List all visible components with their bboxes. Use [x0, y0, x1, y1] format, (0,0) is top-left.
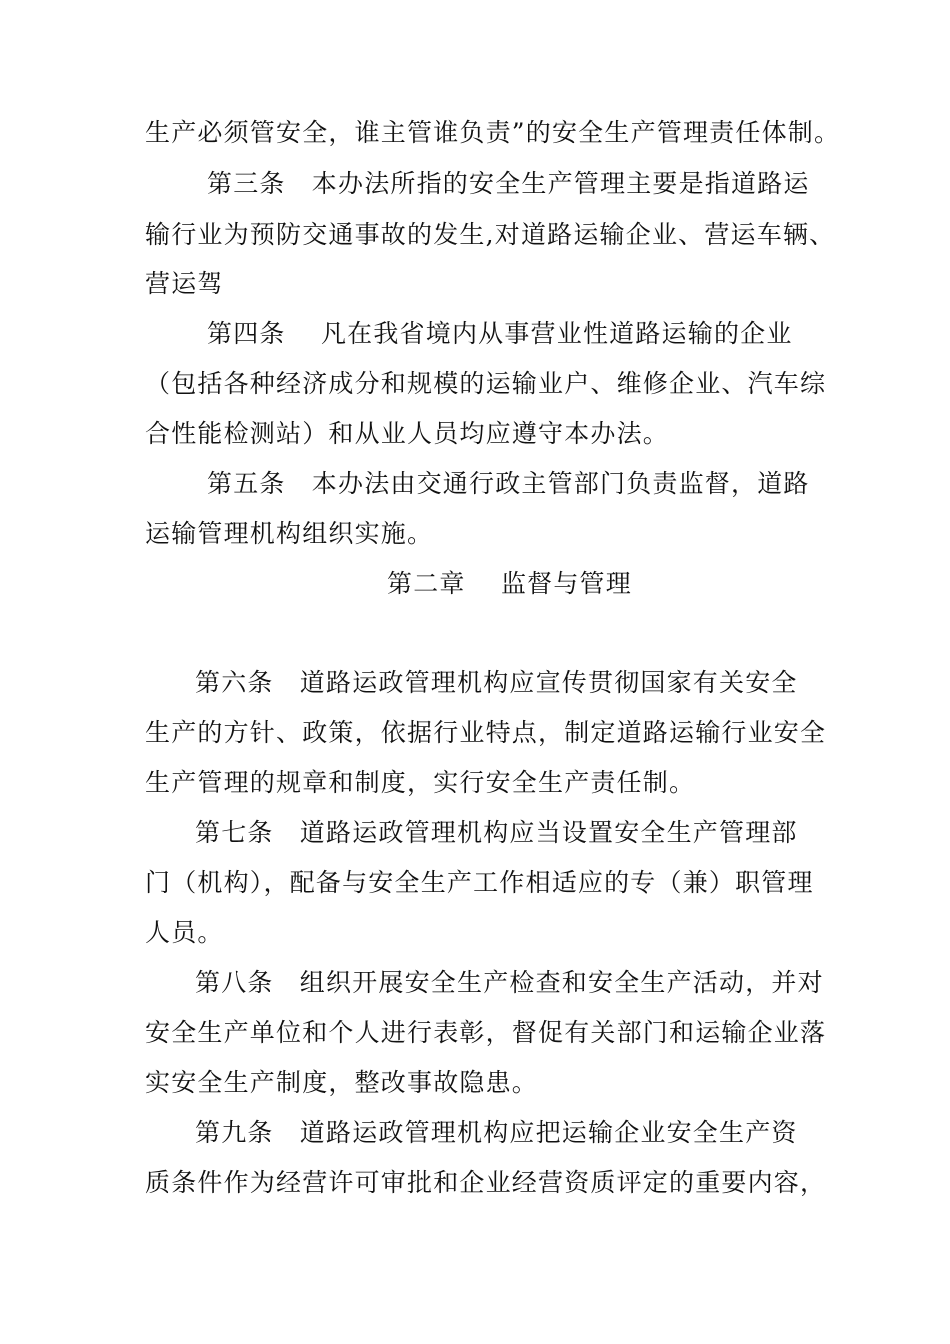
text-line: 生产必须管安全，谁主管谁负责”的安全生产管理责任体制。	[145, 118, 841, 147]
text-line: 输行业为预防交通事故的发生,对道路运输企业、营运车辆、	[145, 220, 836, 249]
article-6-heading-line: 第六条 道路运政管理机构应宣传贯彻国家有关安全	[195, 668, 798, 697]
text-line: （包括各种经济成分和规模的运输业户、维修企业、汽车综	[145, 369, 827, 398]
text-line: 生产的方针、政策，依据行业特点，制定道路运输行业安全	[145, 718, 827, 747]
text-line: 实安全生产制度，整改事故隐患。	[145, 1068, 539, 1097]
text-line: 门（机构），配备与安全生产工作相适应的专（兼）职管理	[145, 868, 814, 897]
article-4-heading-line: 第四条 凡在我省境内从事营业性道路运输的企业	[207, 319, 793, 348]
article-8-heading-line: 第八条 组织开展安全生产检查和安全生产活动，并对	[195, 968, 824, 997]
article-7-heading-line: 第七条 道路运政管理机构应当设置安全生产管理部	[195, 818, 798, 847]
article-3-heading-line: 第三条 本办法所指的安全生产管理主要是指道路运	[207, 169, 810, 198]
text-line: 质条件作为经营许可审批和企业经营资质评定的重要内容，	[145, 1168, 827, 1197]
text-line: 人员。	[145, 918, 224, 947]
text-line: 合性能检测站）和从业人员均应遵守本办法。	[145, 419, 670, 448]
article-9-heading-line: 第九条 道路运政管理机构应把运输企业安全生产资	[195, 1118, 798, 1147]
text-line: 运输管理机构组织实施。	[145, 519, 434, 548]
text-line: 安全生产单位和个人进行表彰，督促有关部门和运输企业落	[145, 1018, 827, 1047]
text-line: 生产管理的规章和制度，实行安全生产责任制。	[145, 768, 696, 797]
article-5-heading-line: 第五条 本办法由交通行政主管部门负责监督，道路	[207, 469, 810, 498]
chapter-heading: 第二章 监督与管理	[387, 569, 632, 598]
text-line: 营运驾	[145, 269, 224, 298]
